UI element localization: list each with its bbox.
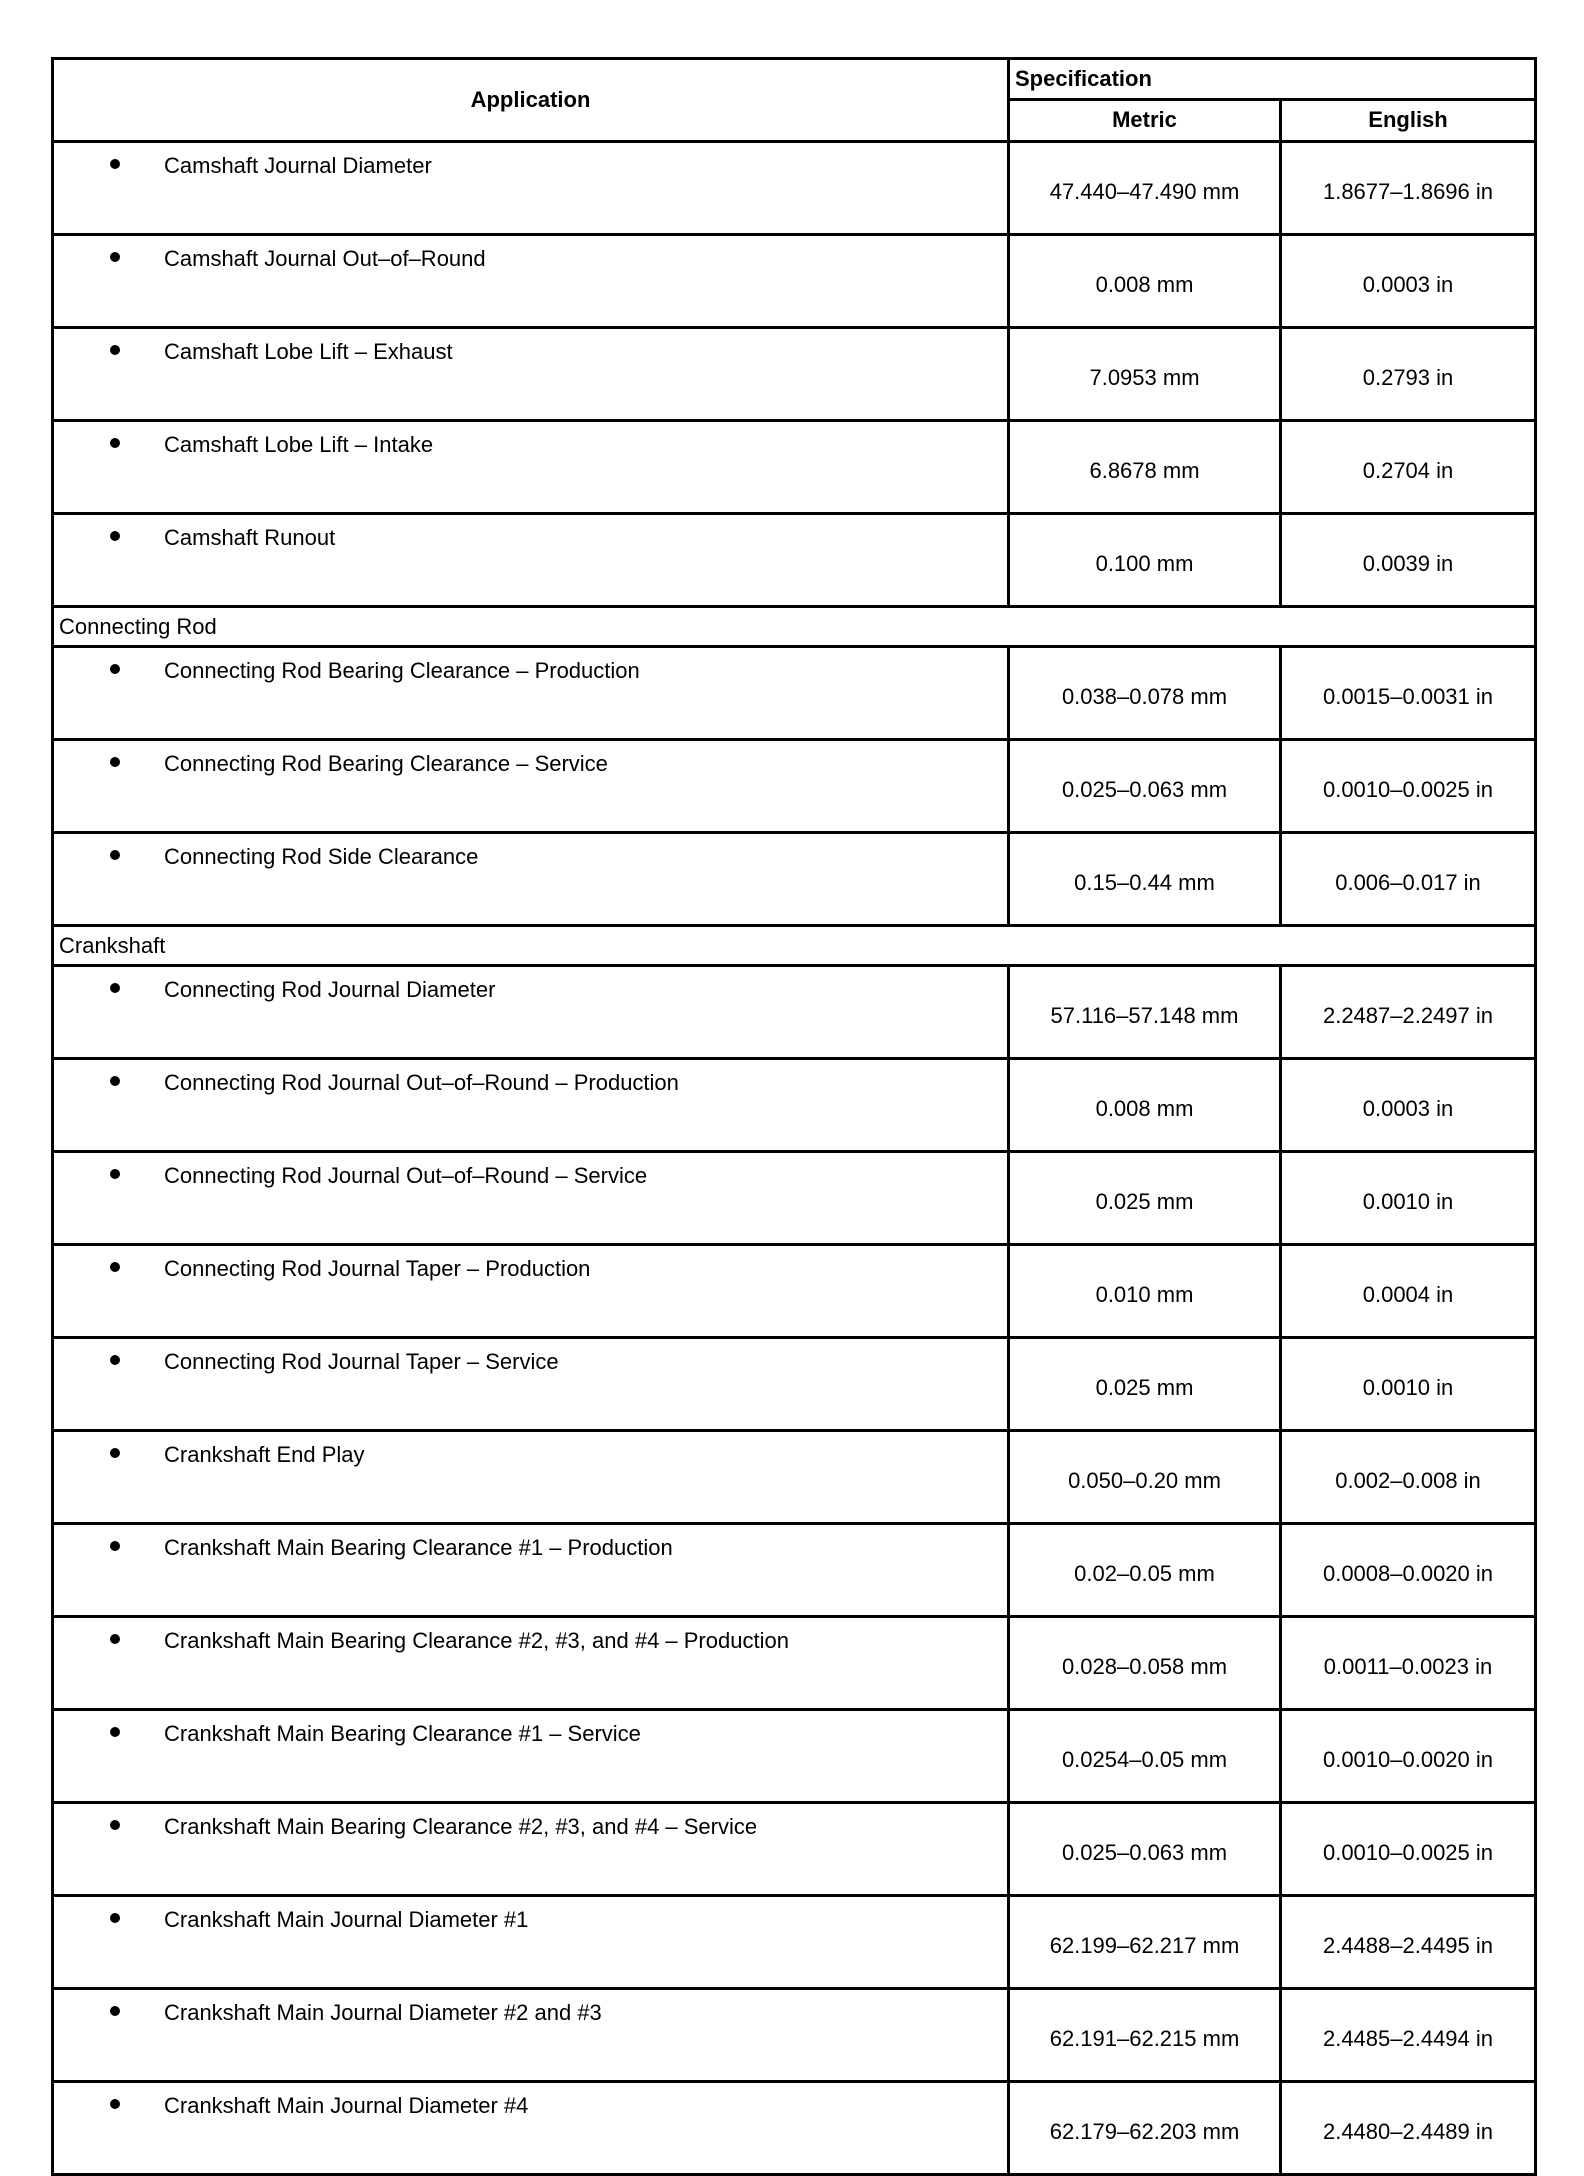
english-value: 0.0003 in [1281,1059,1536,1152]
bullet-icon [110,983,120,993]
application-label: Camshaft Journal Diameter [164,153,432,178]
bullet-icon [110,1355,120,1365]
application-label: Crankshaft Main Bearing Clearance #2, #3, and #4 – Production [164,1628,789,1653]
bullet-icon [110,1541,120,1551]
english-value: 0.0011–0.0023 in [1281,1617,1536,1710]
application-cell [53,1989,1009,2082]
application-label: Crankshaft Main Bearing Clearance #2, #3, and #4 – Service [164,1814,758,1839]
application-label: Crankshaft Main Journal Diameter #2 and #3 [164,2000,602,2025]
application-cell [53,421,1009,514]
application-cell [53,1617,1009,1710]
metric-value: 7.0953 mm [1009,328,1281,421]
table-row [53,235,1536,328]
section-header-row [53,926,1536,966]
metric-value: 0.025–0.063 mm [1009,1803,1281,1896]
application-label: Connecting Rod Journal Diameter [164,977,496,1002]
table-row [53,740,1536,833]
metric-value: 0.050–0.20 mm [1009,1431,1281,1524]
bullet-icon [110,1076,120,1086]
bullet-icon [110,1727,120,1737]
metric-value: 62.179–62.203 mm [1009,2082,1281,2175]
bullet-icon [110,2099,120,2109]
metric-value: 0.025 mm [1009,1152,1281,1245]
application-label: Camshaft Lobe Lift – Exhaust [164,339,453,364]
application-cell [53,328,1009,421]
application-cell [53,142,1009,235]
application-label: Crankshaft Main Journal Diameter #1 [164,1907,529,1932]
application-cell [53,740,1009,833]
header-application: Application [53,59,1009,142]
application-cell [53,514,1009,607]
bullet-icon [110,1169,120,1179]
metric-value: 0.025–0.063 mm [1009,740,1281,833]
metric-value: 0.02–0.05 mm [1009,1524,1281,1617]
metric-value: 0.15–0.44 mm [1009,833,1281,926]
application-cell [53,2082,1009,2175]
table-row [53,1524,1536,1617]
application-cell [53,833,1009,926]
english-value: 0.0004 in [1281,1245,1536,1338]
section-header-row [53,607,1536,647]
application-cell [53,1431,1009,1524]
english-value: 0.006–0.017 in [1281,833,1536,926]
application-cell [53,1059,1009,1152]
english-value: 0.0008–0.0020 in [1281,1524,1536,1617]
metric-value: 0.0254–0.05 mm [1009,1710,1281,1803]
application-cell [53,1896,1009,1989]
bullet-icon [110,345,120,355]
metric-value: 0.038–0.078 mm [1009,647,1281,740]
section-title: Crankshaft [53,926,1536,966]
bullet-icon [110,1820,120,1830]
application-cell [53,1803,1009,1896]
table-row [53,1803,1536,1896]
table-row [53,647,1536,740]
table-row [53,1245,1536,1338]
english-value: 2.4488–2.4495 in [1281,1896,1536,1989]
application-cell [53,235,1009,328]
english-value: 0.0039 in [1281,514,1536,607]
bullet-icon [110,438,120,448]
application-cell [53,1524,1009,1617]
application-label: Connecting Rod Journal Out–of–Round – Production [164,1070,679,1095]
application-label: Connecting Rod Journal Out–of–Round – Service [164,1163,648,1188]
application-cell [53,1152,1009,1245]
english-value: 2.4485–2.4494 in [1281,1989,1536,2082]
header-metric: Metric [1009,99,1281,141]
header-english: English [1281,99,1536,141]
bullet-icon [110,159,120,169]
application-label: Connecting Rod Bearing Clearance – Production [164,658,640,683]
english-value: 0.0010 in [1281,1152,1536,1245]
metric-value: 6.8678 mm [1009,421,1281,514]
application-cell [53,1338,1009,1431]
bullet-icon [110,1262,120,1272]
application-label: Connecting Rod Journal Taper – Production [164,1256,591,1281]
application-label: Connecting Rod Side Clearance [164,844,479,869]
english-value: 0.2704 in [1281,421,1536,514]
application-label: Connecting Rod Bearing Clearance – Service [164,751,608,776]
metric-value: 62.191–62.215 mm [1009,1989,1281,2082]
english-value: 0.0010 in [1281,1338,1536,1431]
table-row [53,1338,1536,1431]
english-value: 0.0010–0.0025 in [1281,740,1536,833]
metric-value: 62.199–62.217 mm [1009,1896,1281,1989]
application-label: Crankshaft Main Journal Diameter #4 [164,2093,529,2118]
table-row [53,1431,1536,1524]
metric-value: 0.008 mm [1009,1059,1281,1152]
bullet-icon [110,664,120,674]
application-label: Camshaft Runout [164,525,336,550]
table-row [53,421,1536,514]
application-label: Crankshaft Main Bearing Clearance #1 – Service [164,1721,641,1746]
metric-value: 0.010 mm [1009,1245,1281,1338]
table-row [53,1152,1536,1245]
application-label: Camshaft Journal Out–of–Round [164,246,486,271]
metric-value: 57.116–57.148 mm [1009,966,1281,1059]
table-row [53,2082,1536,2175]
english-value: 0.0003 in [1281,235,1536,328]
english-value: 0.0010–0.0025 in [1281,1803,1536,1896]
table-row [53,514,1536,607]
english-value: 0.2793 in [1281,328,1536,421]
bullet-icon [110,1913,120,1923]
application-cell [53,647,1009,740]
metric-value: 47.440–47.490 mm [1009,142,1281,235]
table-header [53,59,1536,142]
table-row [53,1710,1536,1803]
metric-value: 0.008 mm [1009,235,1281,328]
specification-table [51,57,1537,2176]
bullet-icon [110,2006,120,2016]
bullet-icon [110,252,120,262]
english-value: 0.0015–0.0031 in [1281,647,1536,740]
table-row [53,966,1536,1059]
bullet-icon [110,850,120,860]
table-row [53,1059,1536,1152]
application-label: Camshaft Lobe Lift – Intake [164,432,434,457]
bullet-icon [110,757,120,767]
english-value: 1.8677–1.8696 in [1281,142,1536,235]
english-value: 0.002–0.008 in [1281,1431,1536,1524]
table-row [53,1617,1536,1710]
header-specification: Specification [1009,59,1536,100]
application-cell [53,966,1009,1059]
metric-value: 0.100 mm [1009,514,1281,607]
application-cell [53,1710,1009,1803]
application-label: Crankshaft Main Bearing Clearance #1 – Production [164,1535,673,1560]
english-value: 2.2487–2.2497 in [1281,966,1536,1059]
table-body [53,142,1536,2175]
table-row [53,833,1536,926]
application-label: Crankshaft End Play [164,1442,365,1467]
table-row [53,328,1536,421]
section-title: Connecting Rod [53,607,1536,647]
bullet-icon [110,1448,120,1458]
application-cell [53,1245,1009,1338]
bullet-icon [110,1634,120,1644]
application-label: Connecting Rod Journal Taper – Service [164,1349,559,1374]
english-value: 2.4480–2.4489 in [1281,2082,1536,2175]
table-row [53,142,1536,235]
table-row [53,1896,1536,1989]
metric-value: 0.025 mm [1009,1338,1281,1431]
bullet-icon [110,531,120,541]
table-row [53,1989,1536,2082]
metric-value: 0.028–0.058 mm [1009,1617,1281,1710]
english-value: 0.0010–0.0020 in [1281,1710,1536,1803]
